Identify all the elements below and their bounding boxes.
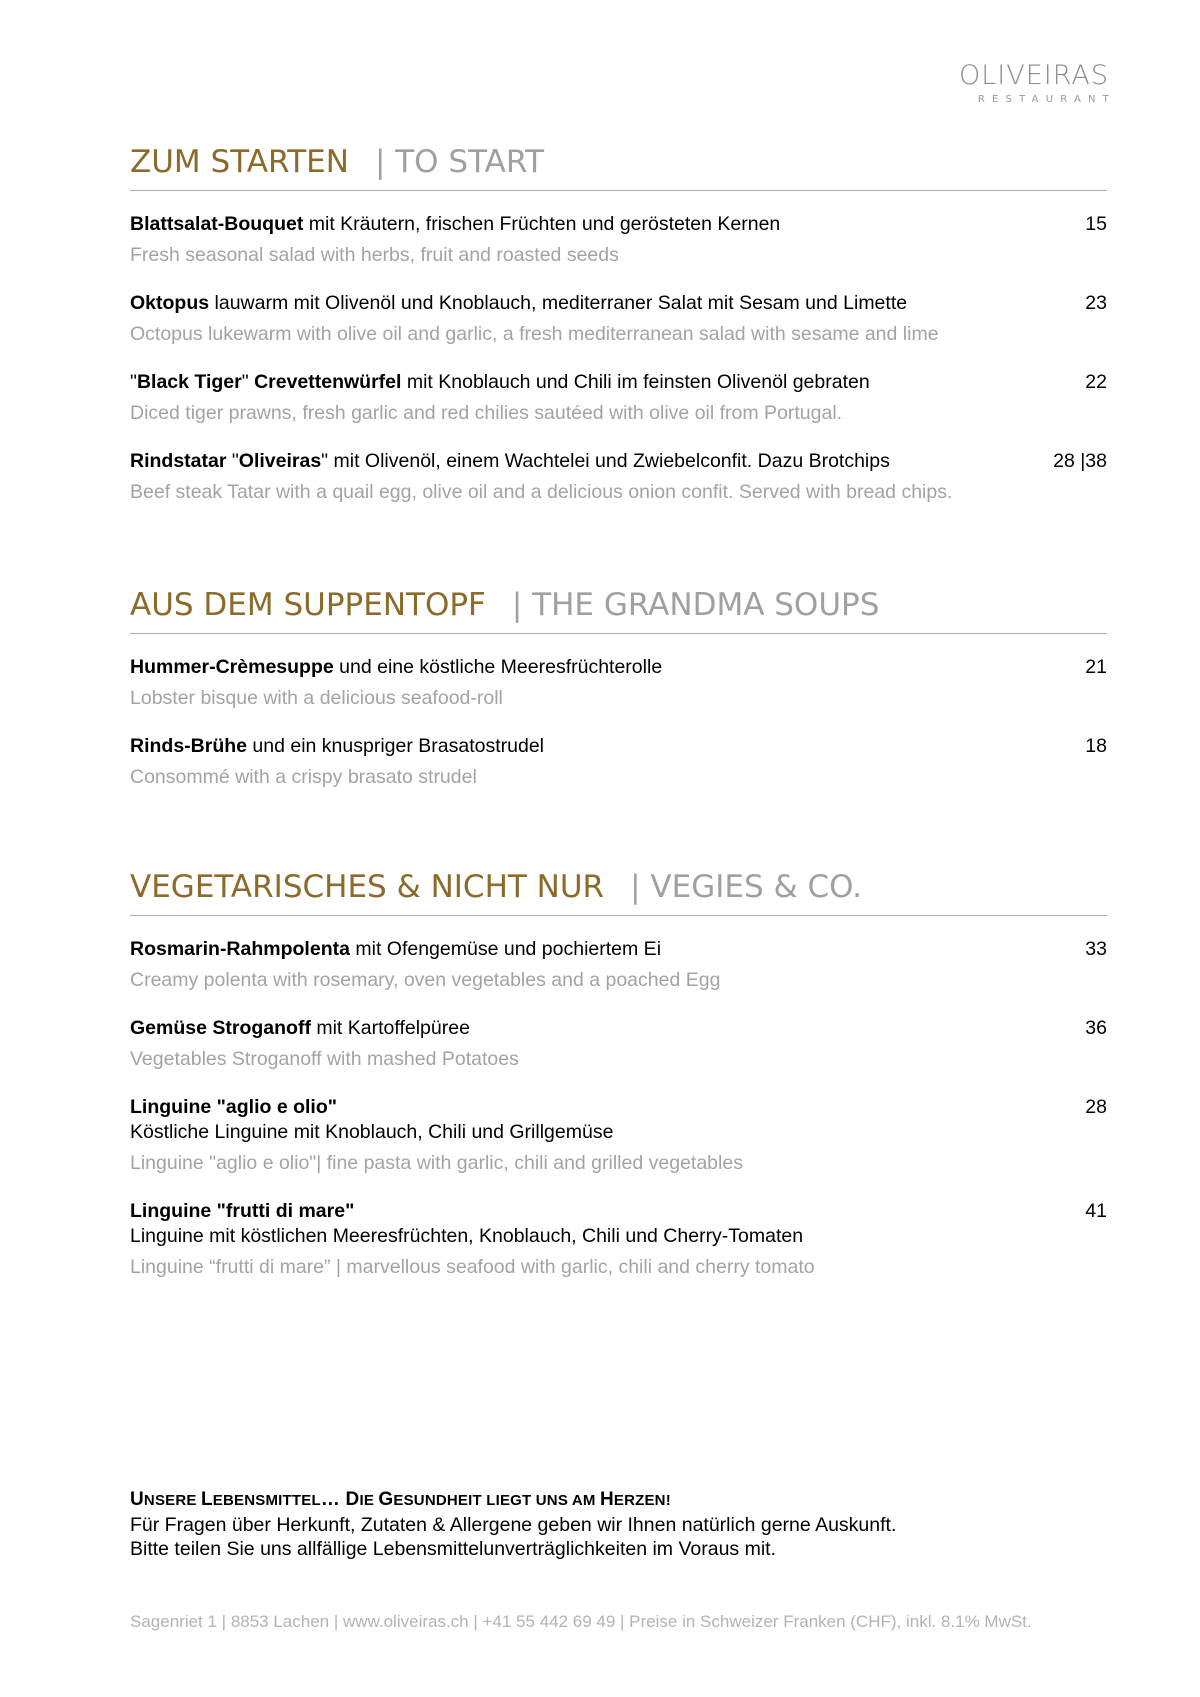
section-to-start bbox=[130, 144, 1107, 528]
note-line-1: Für Fragen über Herkunft, Zutaten & Allergene geben wir Ihnen natürlich gerne Auskunft. bbox=[130, 1514, 897, 1536]
section-title-en: | VEGIES & CO. bbox=[630, 869, 863, 905]
menu-item bbox=[130, 370, 1107, 426]
note-heading-part: U bbox=[130, 1489, 144, 1510]
dish-name: Hummer-Crèmesuppe bbox=[130, 656, 334, 678]
dish-desc-de: und ein knuspriger Brasatostrudel bbox=[247, 735, 545, 757]
quote-mark: " bbox=[226, 450, 239, 472]
dish-name: Rindstatar bbox=[130, 450, 227, 472]
menu-item bbox=[130, 212, 1107, 268]
note-heading-part: H bbox=[599, 1489, 614, 1510]
dish-name: Oktopus bbox=[130, 292, 210, 314]
note-heading-part: ERZEN! bbox=[613, 1492, 671, 1509]
dish-desc-de: " mit Olivenöl, einem Wachtelei und Zwiebelconfit. Dazu Brotchips bbox=[321, 450, 890, 472]
menu-item bbox=[130, 291, 1107, 347]
dish-price: 33 bbox=[1085, 938, 1107, 960]
dish-price: 23 bbox=[1085, 292, 1107, 314]
allergen-note bbox=[130, 1488, 896, 1561]
dish-desc-de: Linguine mit köstlichen Meeresfrüchten, Knoblauch, Chili und Cherry-Tomaten bbox=[130, 1225, 804, 1247]
dish-desc-en: Creamy polenta with rosemary, oven vegetables and a poached Egg bbox=[130, 969, 721, 991]
dish-desc-de: lauwarm mit Olivenöl und Knoblauch, mediterraner Salat mit Sesam und Limette bbox=[209, 292, 908, 314]
note-heading-part: D bbox=[345, 1489, 360, 1510]
dish-desc-de: mit Kartoffelpüree bbox=[310, 1017, 470, 1039]
note-heading-part: IE bbox=[359, 1492, 379, 1509]
dish-desc-en: Lobster bisque with a delicious seafood-roll bbox=[130, 687, 503, 709]
note-line-2: Bitte teilen Sie uns allfällige Lebensmittelunverträglichkeiten im Voraus mit. bbox=[130, 1538, 776, 1560]
section-title-en: | THE GRANDMA SOUPS bbox=[511, 587, 880, 623]
dish-desc-de: mit Ofengemüse und pochiertem Ei bbox=[349, 938, 662, 960]
note-heading-part: NSERE bbox=[143, 1492, 201, 1509]
dish-desc-en: Fresh seasonal salad with herbs, fruit and roasted seeds bbox=[130, 244, 619, 266]
dish-name-part: Crevettenwürfel bbox=[254, 371, 402, 393]
note-heading-part: EBENSMITTEL bbox=[212, 1492, 321, 1509]
menu-item bbox=[130, 1016, 1107, 1072]
dish-desc-en: Beef steak Tatar with a quail egg, olive oil and a delicious onion confit. Served with bread chips. bbox=[130, 481, 953, 503]
dish-name: Rosmarin-Rahmpolenta bbox=[130, 938, 350, 960]
dish-desc-de: mit Knoblauch und Chili im feinsten Olivenöl gebraten bbox=[401, 371, 870, 393]
dish-name: Blattsalat-Bouquet bbox=[130, 213, 304, 235]
dish-price: 28 bbox=[1085, 1096, 1107, 1118]
logo-name: OLIVEIRAS bbox=[958, 60, 1109, 91]
menu-item bbox=[130, 655, 1107, 711]
logo-subtitle: RESTAURANT bbox=[977, 94, 1116, 105]
section-soups bbox=[130, 587, 1107, 813]
section-title-en: | TO START bbox=[374, 144, 545, 180]
page-footer: Sagenriet 1 | 8853 Lachen | www.oliveiras.ch | +41 55 442 69 49 | Preise in Schweizer Franken (CHF), inkl. 8.1% MwSt. bbox=[130, 1612, 1032, 1631]
section-heading bbox=[130, 587, 1107, 634]
dish-price: 21 bbox=[1085, 656, 1107, 678]
section-heading bbox=[130, 869, 1107, 916]
quote-mark: " bbox=[130, 371, 137, 393]
dish-name: Linguine "aglio e olio" bbox=[130, 1096, 337, 1118]
dish-name: Linguine "frutti di mare" bbox=[130, 1200, 355, 1222]
restaurant-logo bbox=[958, 60, 1116, 105]
dish-name: Gemüse Stroganoff bbox=[130, 1017, 311, 1039]
dish-desc-en: Vegetables Stroganoff with mashed Potatoes bbox=[130, 1048, 519, 1070]
note-heading-part: ESUNDHEIT LIEGT UNS AM bbox=[393, 1492, 600, 1509]
dish-desc-en: Linguine "aglio e olio"| fine pasta with garlic, chili and grilled vegetables bbox=[130, 1152, 743, 1174]
dish-price: 36 bbox=[1085, 1017, 1107, 1039]
quote-mark: " bbox=[241, 371, 255, 393]
section-title-de: AUS DEM SUPPENTOPF bbox=[130, 587, 486, 623]
dish-desc-de: und eine köstliche Meeresfrüchterolle bbox=[333, 656, 663, 678]
section-title-de: ZUM STARTEN bbox=[130, 144, 349, 180]
dish-price: 41 bbox=[1085, 1200, 1107, 1222]
note-heading bbox=[130, 1488, 896, 1513]
section-heading bbox=[130, 144, 1107, 191]
dish-desc-en: Linguine “frutti di mare” | marvellous seafood with garlic, chili and cherry tomato bbox=[130, 1256, 815, 1278]
dish-name-part: Oliveiras bbox=[238, 450, 322, 472]
menu-item bbox=[130, 1199, 1107, 1280]
note-heading-part: … bbox=[320, 1489, 346, 1510]
menu-item bbox=[130, 734, 1107, 790]
dish-desc-en: Octopus lukewarm with olive oil and garlic, a fresh mediterranean salad with sesame and lime bbox=[130, 323, 939, 345]
dish-name: Rinds-Brühe bbox=[130, 735, 247, 757]
dish-price: 28 |38 bbox=[1053, 450, 1107, 472]
dish-desc-en: Consommé with a crispy brasato strudel bbox=[130, 766, 477, 788]
dish-name: Black Tiger bbox=[136, 371, 242, 393]
note-heading-part: G bbox=[378, 1489, 394, 1510]
dish-desc-de: mit Kräutern, frischen Früchten und gerösteten Kernen bbox=[303, 213, 781, 235]
menu-item bbox=[130, 1095, 1107, 1176]
dish-desc-en: Diced tiger prawns, fresh garlic and red chilies sautéed with olive oil from Portugal. bbox=[130, 402, 843, 424]
dish-price: 22 bbox=[1085, 371, 1107, 393]
dish-desc-de: Köstliche Linguine mit Knoblauch, Chili und Grillgemüse bbox=[130, 1121, 614, 1143]
menu-item bbox=[130, 449, 1107, 505]
dish-price: 15 bbox=[1085, 213, 1107, 235]
section-vegetarian bbox=[130, 869, 1107, 1303]
menu-item bbox=[130, 937, 1107, 993]
dish-price: 18 bbox=[1085, 735, 1107, 757]
note-heading-part: L bbox=[200, 1489, 213, 1510]
section-title-de: VEGETARISCHES & NICHT NUR bbox=[130, 869, 605, 905]
